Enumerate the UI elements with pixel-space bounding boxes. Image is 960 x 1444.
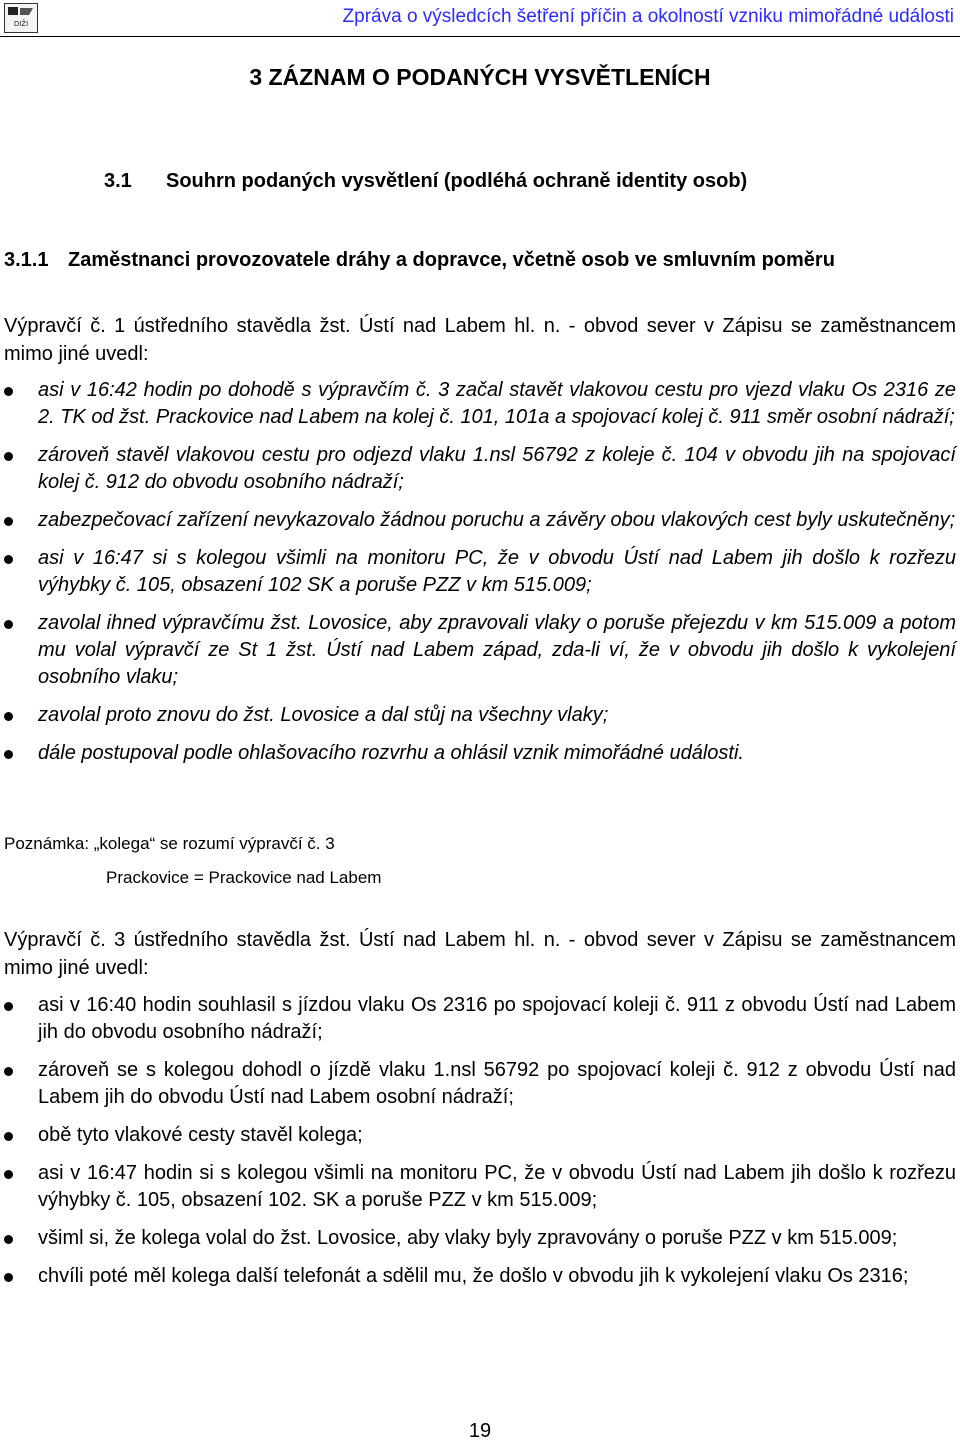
- bullet-icon: [4, 1002, 13, 1011]
- list-item: asi v 16:47 si s kolegou všimli na monitoru PC, že v obvodu Ústí nad Labem jih došlo k rozřezu výhybky č. 105, obsazení 102 SK a poruše PZZ v km 515.009;: [4, 545, 956, 599]
- section-heading: 3 ZÁZNAM O PODANÝCH VYSVĚTLENÍCH: [249, 64, 711, 90]
- bullet-icon: [4, 555, 13, 564]
- bullet-icon: [4, 387, 13, 396]
- bullet-icon: [4, 750, 13, 759]
- bullet-icon: [4, 1132, 13, 1141]
- list-item: asi v 16:42 hodin po dohodě s výpravčím č. 3 začal stavět vlakovou cestu pro vjezd vlaku Os 2316 ze 2. TK od žst. Prackovice nad Labem na kolej č. 101, 101a a spojovací kolej č. 911 směr osobní nádraží;: [4, 377, 956, 431]
- list-item: dále postupoval podle ohlašovacího rozvrhu a ohlásil vznik mimořádné události.: [4, 740, 956, 767]
- bullet-icon: [4, 517, 13, 526]
- list-item: zároveň stavěl vlakovou cestu pro odjezd vlaku 1.nsl 56792 z koleje č. 104 v obvodu jih na spojovací kolej č. 912 do obvodu osobního nádraží;: [4, 442, 956, 496]
- bullet-icon: [4, 712, 13, 721]
- header-title: Zpráva o výsledcích šetření příčin a okolností vzniku mimořádné události: [342, 6, 954, 27]
- subsubsection-number: 3.1.1: [4, 249, 49, 271]
- list-item: obě tyto vlakové cesty stavěl kolega;: [4, 1122, 956, 1149]
- bullet-icon: [4, 1170, 13, 1179]
- list-item: chvíli poté měl kolega další telefonát a sdělil mu, že došlo v obvodu jih k vykolejení vlaku Os 2316;: [4, 1263, 956, 1290]
- bullet-icon: [4, 1235, 13, 1244]
- svg-text:DIŽI: DIŽI: [13, 20, 29, 28]
- note-line-2: Prackovice = Prackovice nad Labem: [106, 868, 382, 887]
- statement1-list: [4, 377, 956, 778]
- statement2-list: [4, 992, 956, 1301]
- list-item: asi v 16:47 hodin si s kolegou všimli na monitoru PC, že v obvodu Ústí nad Labem jih došlo k rozřezu výhybky č. 105, obsazení 102. SK a poruše PZZ v km 515.009;: [4, 1160, 956, 1214]
- organization-logo: [4, 3, 38, 33]
- subsection-number: 3.1: [104, 170, 132, 192]
- bullet-icon: [4, 452, 13, 461]
- page-number: 19: [468, 1420, 492, 1442]
- bullet-icon: [4, 1273, 13, 1282]
- statement2-intro: Výpravčí č. 3 ústředního stavědla žst. Ústí nad Labem hl. n. - obvod sever v Zápisu se zaměstnancem mimo jiné uvedl:: [4, 929, 956, 979]
- page-header: [0, 0, 960, 38]
- subsubsection-title: Zaměstnanci provozovatele dráhy a dopravce, včetně osob ve smluvním poměru: [68, 249, 835, 271]
- list-item: asi v 16:40 hodin souhlasil s jízdou vlaku Os 2316 po spojovací koleji č. 911 z obvodu Ústí nad Labem jih do obvodu osobního nádraží;: [4, 992, 956, 1046]
- subsection-title: Souhrn podaných vysvětlení (podléhá ochraně identity osob): [166, 170, 748, 192]
- list-item: všiml si, že kolega volal do žst. Lovosice, aby vlaky byly zpravovány o poruše PZZ v km 515.009;: [4, 1225, 956, 1252]
- note-line: Poznámka: „kolega“ se rozumí výpravčí č. 3: [4, 834, 335, 853]
- subsubsection-heading: [4, 246, 956, 274]
- logo-icon: [5, 4, 37, 32]
- subsection-heading: [104, 170, 747, 193]
- header-divider: [0, 36, 960, 37]
- list-item: zavolal proto znovu do žst. Lovosice a dal stůj na všechny vlaky;: [4, 702, 956, 729]
- bullet-icon: [4, 620, 13, 629]
- list-item: zároveň se s kolegou dohodl o jízdě vlaku 1.nsl 56792 po spojovací koleji č. 912 z obvodu Ústí nad Labem jih do obvodu Ústí nad Labem osobní nádraží;: [4, 1057, 956, 1111]
- bullet-icon: [4, 1067, 13, 1076]
- list-item: zabezpečovací zařízení nevykazovalo žádnou poruchu a závěry obou vlakových cest byly uskutečněny;: [4, 507, 956, 534]
- statement1-intro: Výpravčí č. 1 ústředního stavědla žst. Ústí nad Labem hl. n. - obvod sever v Zápisu se zaměstnancem mimo jiné uvedl:: [4, 315, 956, 365]
- list-item: zavolal ihned výpravčímu žst. Lovosice, aby zpravovali vlaky o poruše přejezdu v km 515.009 a potom mu volal výpravčí ze St 1 žst. Ústí nad Labem západ, zda-li ví, že v obvodu jih došlo k vykolejení osobního vlaku;: [4, 610, 956, 691]
